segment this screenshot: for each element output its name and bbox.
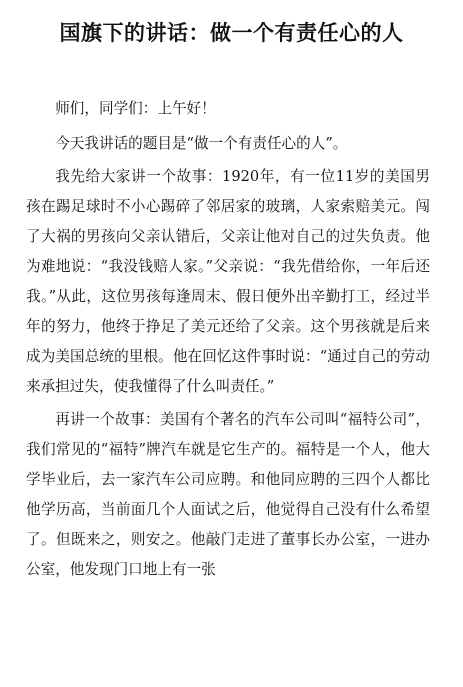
paragraph-story-reagan: 我先给大家讲一个故事：1920年，有一位11岁的美国男孩在踢足球时不小心踢碎了邻居家的玻璃，人家索赔美元。闯了大祸的男孩向父亲认错后，父亲让他对自己的过失负责。他为难地说：“我没钱赔人家。”父亲说：“我先借给你，一年后还我。”从此，这位男孩每逢周末、假日便外出辛勤打工，经过半年的努力，他终于挣足了美元还给了父亲。这个男孩就是后来成为美国总统的里根。他在回忆这件事时说：“通过自己的劳动来承担过失，使我懂得了什么叫责任。”	[26, 168, 430, 395]
paragraph-topic: 今天我讲话的题目是“做一个有责任心的人”。	[55, 135, 348, 152]
paragraph-greeting: 师们，同学们：上午好！	[55, 100, 216, 117]
document-title: 国旗下的讲话：做一个有责任心的人	[59, 21, 404, 45]
document-body	[26, 94, 430, 588]
paragraph-story-ford: 再讲一个故事：美国有个著名的汽车公司叫“福特公司”，我们常见的“福特”牌汽车就是它生产的。福特是一个人，他大学毕业后，去一家汽车公司应聘。和他同应聘的三四个人都比他学历高，当前面几个人面试之后，他觉得自己没有什么希望了。但既来之，则安之。他敲门走进了董事长办公室，一进办公室，他发现门口地上有一张	[26, 411, 430, 578]
